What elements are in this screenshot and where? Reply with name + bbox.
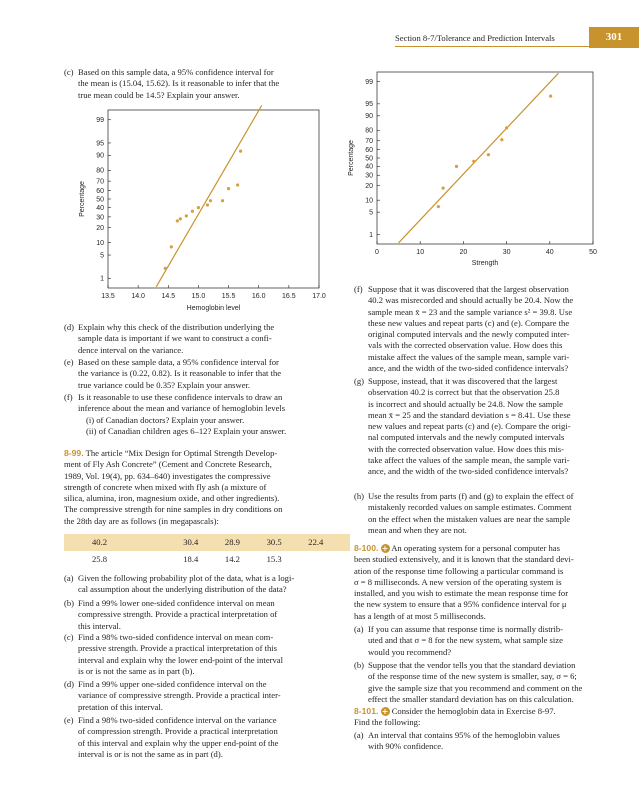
y-tick-label: 40 — [96, 205, 104, 213]
part-label: (f) — [354, 284, 363, 294]
text-line: with the corrected observation value. How does this mis- — [368, 443, 564, 454]
text-line: effect the smaller standard deviation has on this calculation. — [368, 693, 574, 704]
part-b-899 — [64, 598, 349, 632]
text-line: is or is not the same as in part (b). — [78, 665, 195, 676]
plot-frame — [377, 72, 593, 244]
table-row — [64, 534, 350, 551]
text-line: mistake affect the values of the sample mean, sample vari- — [368, 351, 570, 362]
data-point — [185, 214, 188, 217]
table-cell: 30.5 — [266, 536, 282, 547]
text-line: Given the following probability plot of the data, what is a logi- — [78, 573, 295, 583]
part-a-8101 — [354, 730, 632, 753]
part-label: (d) — [64, 322, 75, 332]
exercise-8-99 — [64, 448, 349, 527]
running-header: Section 8-7/Tolerance and Prediction Intervals — [395, 33, 555, 43]
text-line: of this interval and explain why the upper end-point of the — [78, 737, 279, 748]
text-line: An interval that contains 95% of the hemoglobin values — [368, 730, 560, 740]
text-line: on the effect when the mistaken values are near the sample — [368, 513, 571, 524]
text-line: compressive strength. Provide a practical interpretation of — [78, 609, 278, 620]
data-point — [487, 153, 490, 156]
page-number: 301 — [589, 27, 639, 48]
part-e-899 — [64, 715, 349, 760]
y-tick-label: 90 — [96, 152, 104, 160]
part-label: (c) — [64, 67, 74, 77]
text-line: Based on these sample data, a 95% confidence interval for — [78, 357, 279, 367]
text-line: ance, and the width of the two-sided confidence intervals? — [368, 363, 569, 374]
x-tick-label: 10 — [416, 249, 425, 256]
part-d-899 — [64, 679, 349, 713]
data-point — [179, 217, 182, 220]
y-tick-label: 1 — [100, 275, 104, 283]
data-point — [176, 219, 179, 222]
x-tick-label: 14.0 — [131, 293, 145, 300]
exercise-number: 8-99. — [64, 448, 84, 458]
y-tick-label: 50 — [365, 155, 373, 163]
table-row — [64, 551, 350, 568]
table-cell: 15.3 — [266, 553, 282, 564]
data-point — [505, 126, 508, 129]
data-point — [206, 203, 209, 206]
x-tick-label: 13.5 — [101, 293, 115, 300]
part-label: (d) — [64, 679, 75, 689]
data-point — [455, 165, 458, 168]
table-cell: 22.4 — [308, 536, 324, 547]
text-line: Find a 99% lower one-sided confidence interval on mean — [78, 598, 275, 608]
y-tick-label: 60 — [96, 187, 104, 195]
text-line: An operating system for a personal computer has — [391, 543, 560, 553]
text-line: 1989, Vol. 19(4), pp. 634–640) investigates the compressive — [64, 470, 271, 481]
text-line: true variance could be 0.35? Explain your answer. — [78, 379, 251, 390]
text-line: new values and repeat parts (c) and (e). Compare the origi- — [368, 421, 571, 432]
text-line: would you recommend? — [368, 646, 452, 657]
part-label: (g) — [354, 376, 365, 386]
text-line: Find a 98% two-sided confidence interval on mean com- — [78, 632, 274, 642]
text-line: Based on this sample data, a 95% confidence interval for — [78, 67, 274, 77]
text-line: ment of Fly Ash Concrete” (Cement and Concrete Research, — [64, 459, 272, 470]
text-line: Suppose, instead, that it was discovered that the largest — [368, 376, 558, 386]
table-cell: 14.2 — [224, 553, 240, 564]
part-label: (h) — [354, 491, 365, 501]
y-tick-label: 50 — [96, 196, 104, 204]
x-tick-label: 16.0 — [251, 293, 266, 300]
text-line: Suppose that it was discovered that the largest observation — [368, 284, 569, 294]
text-line: the variance is (0.22, 0.82). Is it reasonable to infer that the — [78, 368, 282, 379]
fit-line — [399, 73, 559, 243]
data-point — [472, 160, 475, 163]
text-line: been studied extensively, and it is known that the standard devi- — [354, 554, 574, 565]
part-label: (b) — [354, 660, 365, 670]
y-tick-label: 70 — [96, 178, 104, 186]
y-tick-label: 60 — [365, 147, 373, 155]
text-line: has a length of at most 5 milliseconds. — [354, 610, 486, 621]
exercise-8-100 — [354, 543, 632, 622]
text-line: variance of compressive strength. Provide a practical inter- — [78, 690, 281, 701]
data-point — [221, 199, 224, 202]
y-tick-label: 5 — [100, 252, 104, 260]
text-line: pressive strength. Provide a practical interpretation of this — [78, 643, 278, 654]
data-point — [170, 245, 173, 248]
data-point — [164, 267, 167, 270]
part-label: (c) — [64, 632, 74, 642]
text-line: with 90% confidence. — [368, 741, 444, 752]
x-tick-label: 15.5 — [221, 293, 236, 300]
data-point — [227, 187, 230, 190]
part-a-8100 — [354, 624, 632, 658]
text-line: these new values and repeat parts (c) and (e). Compare the — [368, 317, 570, 328]
part-f-hemoglobin — [64, 392, 349, 437]
text-line: ance, and the width of the two-sided confidence intervals? — [368, 466, 569, 477]
text-line: the new system to ensure that a 95% confidence interval for μ — [354, 599, 567, 610]
x-tick-label: 15.0 — [191, 293, 206, 300]
text-line: inference about the mean and variance of hemoglobin levels — [78, 403, 286, 414]
data-point — [236, 183, 239, 186]
y-axis-title: Percentage — [348, 140, 355, 176]
text-line: cal assumption about the underlying distribution of the data? — [78, 584, 287, 595]
part-h-899 — [354, 491, 632, 536]
y-tick-label: 40 — [365, 163, 373, 171]
text-line: Suppose that the vendor tells you that the standard deviation — [368, 660, 576, 670]
text-line: Use the results from parts (f) and (g) to explain the effect of — [368, 491, 574, 501]
text-line: sample data is important if we want to construct a confi- — [78, 333, 272, 344]
y-tick-label: 10 — [365, 197, 373, 205]
y-tick-label: 90 — [365, 113, 373, 121]
text-line: Is it reasonable to use these confidence intervals to draw an — [78, 392, 283, 402]
plot-frame — [108, 110, 319, 288]
text-line: mean x̄ = 25 and the standard deviation s = 8.41. Use these — [368, 409, 571, 420]
data-point — [239, 150, 242, 153]
text-line: dence interval on the variance. — [78, 344, 184, 355]
text-line: Explain why this check of the distribution underlying the — [78, 322, 275, 332]
text-line: uted and that σ = 8 for the new system, what sample size — [368, 635, 563, 646]
text-line: σ = 8 milliseconds. A new version of the operating system is — [354, 576, 562, 587]
data-point — [441, 187, 444, 190]
text-line: give the sample size that you recommend and comment on the — [368, 682, 583, 693]
y-tick-label: 70 — [365, 138, 373, 146]
data-point — [191, 210, 194, 213]
subpart: (ii) of Canadian children ages 6–12? Explain your answer. — [86, 425, 287, 436]
x-axis-title: Strength — [471, 260, 499, 267]
header-rule — [395, 46, 589, 47]
y-axis-title: Percentage — [79, 181, 86, 217]
text-line: If you can assume that response time is normally distrib- — [368, 624, 563, 634]
data-point — [209, 199, 212, 202]
text-line: this interval. — [78, 620, 121, 631]
text-line: nal computed intervals and the newly computed intervals — [368, 432, 565, 443]
x-tick-label: 30 — [502, 249, 511, 256]
text-line: interval is or is not the same as in part (d). — [78, 748, 223, 759]
part-e-hemoglobin — [64, 357, 349, 391]
part-f-899 — [354, 284, 632, 374]
text-line: The article “Mix Design for Optimal Strength Develop- — [85, 448, 278, 458]
table-cell: 18.4 — [183, 553, 199, 564]
text-line: Find the following: — [354, 717, 421, 728]
part-d-hemoglobin — [64, 322, 349, 356]
fit-line — [156, 105, 262, 286]
text-line: take affect the values of the sample mean, the sample vari- — [368, 455, 570, 466]
part-c-hemoglobin — [64, 67, 349, 101]
y-tick-label: 1 — [369, 231, 373, 239]
part-label: (a) — [64, 573, 74, 583]
table-cell: 30.4 — [183, 536, 199, 547]
text-line: Find a 99% upper one-sided confidence interval on the — [78, 679, 267, 689]
table-cell: 28.9 — [224, 536, 240, 547]
y-tick-label: 10 — [96, 240, 104, 248]
text-line: silica, alumina, iron, magnesium oxide, and other ingredients). — [64, 493, 280, 504]
y-tick-label: 30 — [365, 172, 373, 180]
text-line: 40.2 was misrecorded and should actually be 20.4. Now the — [368, 295, 574, 306]
text-line: strength of concrete when mixed with fly ash (a mixture of — [64, 481, 267, 492]
x-tick-label: 14.5 — [161, 293, 176, 300]
y-tick-label: 20 — [365, 183, 373, 191]
part-a-899 — [64, 573, 349, 596]
x-tick-label: 0 — [375, 249, 379, 256]
exercise-8-101 — [354, 706, 632, 729]
exercise-number: 8-101. — [354, 706, 379, 716]
y-tick-label: 30 — [96, 214, 104, 222]
text-line: installed, and you wish to estimate the mean response time for — [354, 588, 569, 599]
part-label: (e) — [64, 715, 74, 725]
text-line: original computed intervals and the newly computed inter- — [368, 329, 570, 340]
strength-probability-plot — [348, 60, 610, 276]
x-tick-label: 17.0 — [312, 293, 326, 300]
part-label: (b) — [64, 598, 75, 608]
y-tick-label: 80 — [365, 127, 373, 135]
text-line: Consider the hemoglobin data in Exercise 8-97. — [391, 706, 556, 716]
text-line: is incorrect and should actually be 24.8. Now the sample — [368, 398, 563, 409]
text-line: mistakenly recorded values on sample estimates. Comment — [368, 502, 572, 513]
x-tick-label: 20 — [459, 249, 468, 256]
part-label: (a) — [354, 730, 364, 740]
part-label: (a) — [354, 624, 364, 634]
text-line: interval and explain why the lower end-point of the interval — [78, 654, 283, 665]
strength-data-table — [64, 534, 350, 568]
text-line: sample mean x̄ = 23 and the sample variance s² = 39.8. Use — [368, 306, 573, 317]
y-tick-label: 99 — [365, 78, 373, 86]
hemoglobin-probability-plot — [64, 104, 344, 324]
x-tick-label: 16.5 — [282, 293, 296, 300]
text-line: observation 40.2 is correct but that the observation 25.8 — [368, 387, 560, 398]
text-line: vals with the corrected observation value. How does this — [368, 340, 563, 351]
data-point — [549, 94, 552, 97]
table-cell: 25.8 — [92, 553, 108, 564]
exercise-number: 8-100. — [354, 543, 379, 553]
text-line: ation of the response time following a particular command is — [354, 565, 564, 576]
y-tick-label: 20 — [96, 225, 104, 233]
plus-icon: + — [381, 707, 389, 716]
x-tick-label: 50 — [589, 249, 597, 256]
data-point — [500, 138, 503, 141]
text-line: The compressive strength for nine samples in dry conditions on — [64, 504, 283, 515]
part-c-899 — [64, 632, 349, 677]
text-line: true mean could be 14.5? Explain your answer. — [78, 89, 240, 100]
text-line: the 28th day are as follows (in megapascals): — [64, 515, 219, 526]
table-cell: 40.2 — [92, 536, 108, 547]
part-g-899 — [354, 376, 632, 478]
y-tick-label: 5 — [369, 209, 373, 217]
table-cell — [308, 551, 350, 568]
text-line: Find a 98% two-sided confidence interval on the variance — [78, 715, 277, 725]
text-line: mean and when they are not. — [368, 524, 467, 535]
part-b-8100 — [354, 660, 632, 705]
part-label: (e) — [64, 357, 74, 367]
text-line: pretation of this interval. — [78, 701, 163, 712]
text-line: of the response time of the new system is smaller, say, σ = 6; — [368, 671, 577, 682]
y-tick-label: 80 — [96, 167, 104, 175]
plus-icon: + — [381, 544, 389, 553]
y-tick-label: 95 — [96, 140, 104, 148]
data-point — [197, 206, 200, 209]
y-tick-label: 99 — [96, 117, 104, 125]
text-line: of compression strength. Provide a practical interpretation — [78, 726, 278, 737]
x-tick-label: 40 — [545, 249, 554, 256]
y-tick-label: 95 — [365, 101, 373, 109]
x-axis-title: Hemoglobin level — [186, 305, 241, 312]
subpart: (i) of Canadian doctors? Explain your answer. — [86, 414, 245, 425]
text-line: the mean is (15.04, 15.62). Is it reasonable to infer that the — [78, 78, 280, 89]
data-point — [437, 205, 440, 208]
part-label: (f) — [64, 392, 73, 402]
